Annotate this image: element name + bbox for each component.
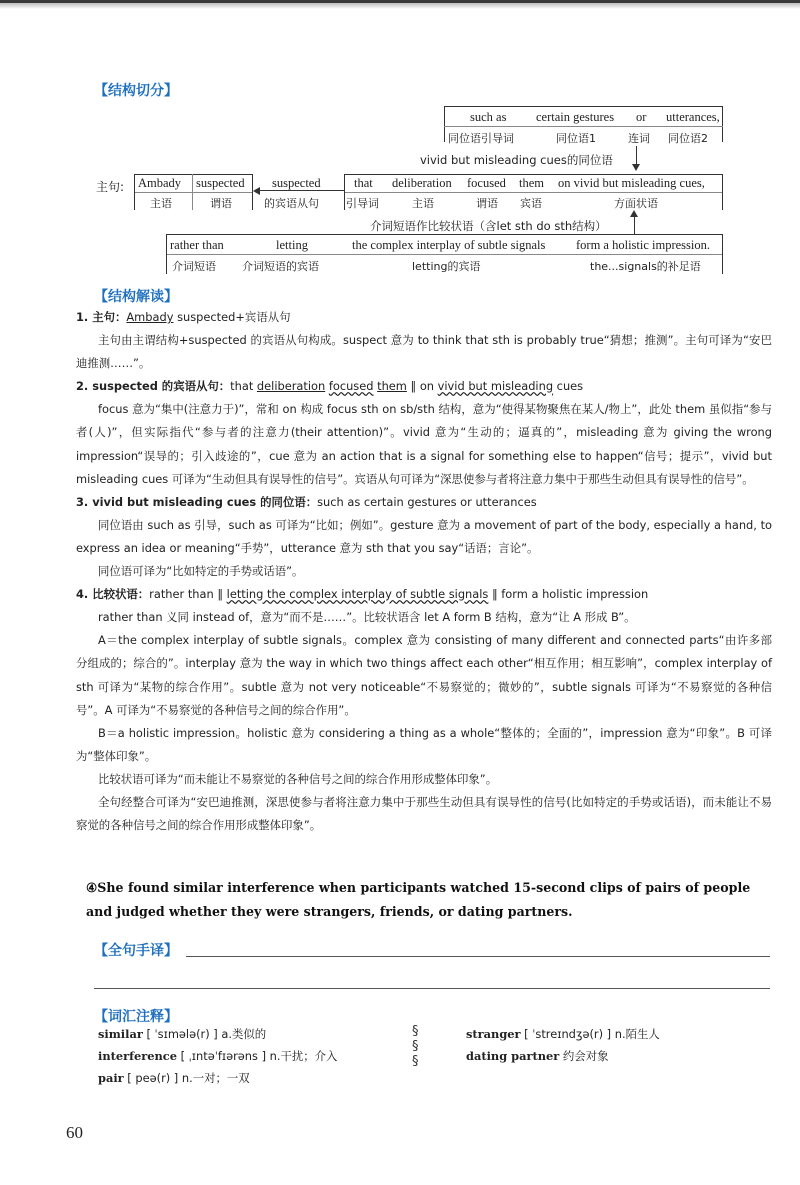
vocab-item: stranger [ ˈstreɪndʒə(r) ] n.陌生人 xyxy=(466,1027,660,1041)
main-en-3: suspected xyxy=(272,176,321,190)
main-en-4: that xyxy=(354,176,373,190)
main-box-left xyxy=(134,174,135,210)
comparison-caption: 介词短语作比较状语（含let sth do sth结构） xyxy=(370,219,607,233)
main-zh-1: 主语 xyxy=(150,197,172,210)
point-3-body2: 同位语可译为“比如特定的手势或话语”。 xyxy=(98,564,304,579)
appos-zh-1: 同位语引导词 xyxy=(448,132,514,145)
sentence-4: ④She found similar interference when participants watched 15-second clips of pairs of people and judged whether they were strangers, friends, or dating partners. xyxy=(86,880,751,919)
main-en-8: on vivid but misleading cues, xyxy=(558,176,705,190)
appos-zh-4: 同位语2 xyxy=(668,132,708,145)
vocab-item: dating partner 约会对象 xyxy=(466,1049,609,1063)
point-4-body2: A＝the complex interplay of subtle signals。complex 意为 consisting of many different and connected parts“由许多部分组成的；综合的”。interplay 意为 the way in which two things affect each other“相互作用；相互影响”，complex interplay of sth 可译为“某物的综合作用”。subtle 意为 not very noticeable“不易察觉的；微妙的”，subtle signals 可译为“不易察觉的各种信号”。A 可译为“不易察觉的各种信号之间的综合作用”。 xyxy=(76,633,772,717)
comp-zh-1: 介词短语 xyxy=(172,260,216,273)
page-number: 60 xyxy=(66,1123,83,1142)
appositive-mid xyxy=(444,126,723,127)
main-zh-3: 的宾语从句 xyxy=(264,197,319,210)
comp-zh-2: 介词短语的宾语 xyxy=(242,260,319,273)
top-shadow xyxy=(0,3,800,9)
main-label: 主句: xyxy=(96,180,125,194)
heading-structure-split: 【结构切分】 xyxy=(94,83,178,99)
comp-en-4: form a holistic impression. xyxy=(576,238,711,252)
comp-zh-4: the...signals的补足语 xyxy=(590,260,701,273)
clause-box-right xyxy=(722,174,723,210)
main-zh-6: 谓语 xyxy=(476,197,498,210)
heading-structure-explain: 【结构解读】 xyxy=(94,289,178,305)
appositive-box-left xyxy=(444,106,445,142)
main-en-7: them xyxy=(519,176,544,190)
clause-box-top xyxy=(344,174,722,175)
point-4-title: 4. 比较状语：rather than ‖ letting the complex interplay of subtle signals ‖ form a holistic impression xyxy=(76,587,649,602)
down-arrow-icon xyxy=(632,164,640,171)
appos-en-1: such as xyxy=(470,110,507,124)
main-en-1: Ambady xyxy=(138,176,182,190)
point-2-body: focus 意为“集中(注意力于)”，常和 on 构成 focus sth on sb/sth 结构，意为“使得某物聚焦在某人/物上”，此处 them 虽似指“参与者(人)”，但实际指代“参与者的注意力(their attention)”。vivid 意为“生动的；逼真的”，misleading 意为 giving the wrong impression“误导的；引入歧途的”，cue 意为 an action that is a signal for something else to happen“信号；提示”，vivid but misleading cues 可译为“生动但具有误导性的信号”。宾语从句可译为“深思使参与者将注意力集中于那些生动但具有误导性的信号”。 xyxy=(76,402,772,486)
main-en-5: deliberation xyxy=(392,176,452,190)
appos-arrow-line xyxy=(636,146,637,166)
appositive-box-top xyxy=(444,106,723,107)
comp-en-1: rather than xyxy=(170,238,224,252)
translation-line-2[interactable] xyxy=(94,988,770,989)
up-arrow-icon xyxy=(630,210,638,217)
appos-zh-3: 连词 xyxy=(628,132,650,145)
full-translation-summary: 全句经整合可译为“安巴迪推测，深思使参与者将注意力集中于那些生动但具有误导性的信号(比如特定的手势或话语)，而未能让不易察觉的各种信号之间的综合作用形成整体印象”。 xyxy=(76,794,772,833)
appos-en-4: utterances, xyxy=(666,110,720,124)
vocab-item: similar [ ˈsɪmələ(r) ] a.类似的 xyxy=(98,1027,267,1041)
main-zh-2: 谓语 xyxy=(210,197,232,210)
explanation-body xyxy=(76,306,772,837)
heading-full-translation: 【全句手译】 xyxy=(94,943,178,959)
comparison-arrow-line xyxy=(634,214,635,234)
comp-box-right xyxy=(722,234,723,274)
point-4-body1: rather than 义同 instead of，意为“而不是……”。比较状语含 let A form B 结构，意为“让 A 形成 B”。 xyxy=(98,610,636,625)
translation-line-1[interactable] xyxy=(186,956,770,957)
point-3-title: 3. vivid but misleading cues 的同位语：such as certain gestures or utterances xyxy=(76,494,537,509)
point-2-title: 2. suspected 的宾语从句：that deliberation focused them ‖ on vivid but misleading cues xyxy=(76,379,584,394)
clause-box-mid xyxy=(344,192,722,193)
comp-en-2: letting xyxy=(276,238,308,252)
clause-box-left xyxy=(344,174,345,210)
comp-box-top xyxy=(166,234,722,235)
appos-zh-2: 同位语1 xyxy=(556,132,596,145)
main-en-6: focused xyxy=(467,176,506,190)
vocab-item: pair [ peə(r) ] n.一对；一双 xyxy=(98,1071,250,1085)
column-divider-icon: § § § xyxy=(412,1024,419,1069)
main-zh-8: 方面状语 xyxy=(614,197,658,210)
main-zh-4: 引导词 xyxy=(346,197,379,210)
main-box-mid xyxy=(134,192,252,193)
main-zh-5: 主语 xyxy=(412,197,434,210)
appos-en-3: or xyxy=(636,110,647,124)
point-1-title: 1. 主句：Ambady suspected+宾语从句 xyxy=(76,310,291,324)
main-en-2: suspected xyxy=(196,176,245,190)
left-arrow-icon xyxy=(253,187,260,195)
heading-vocab-notes: 【词汇注释】 xyxy=(94,1009,178,1025)
appos-en-2: certain gestures xyxy=(536,110,615,124)
comp-box-mid xyxy=(166,254,722,255)
point-3-body: 同位语由 such as 引导，such as 可译为“比如；例如”。gesture 意为 a movement of part of the body, especially a hand, to express an idea or meaning“手势”，utterance 意为 sth that you say“话语；言论”。 xyxy=(76,517,772,555)
appos-caption: vivid but misleading cues的同位语 xyxy=(420,153,613,167)
point-4-body4: 比较状语可译为“而未能让不易察觉的各种信号之间的综合作用形成整体印象”。 xyxy=(98,771,498,786)
comp-en-3: the complex interplay of subtle signals xyxy=(352,238,546,252)
main-zh-7: 宾语 xyxy=(520,197,542,210)
vocab-item: interference [ ˌɪntəˈfɪərəns ] n.干扰；介入 xyxy=(98,1049,338,1063)
point-1-body: 主句由主谓结构+suspected 的宾语从句构成。suspect 意为 to think that sth is probably true“猜想；推测”。主句可译为“安巴迪推测……”。 xyxy=(76,333,772,371)
appositive-box-right xyxy=(722,106,723,142)
main-box-div xyxy=(192,174,193,210)
comp-zh-3: letting的宾语 xyxy=(412,260,481,273)
point-4-body3: B＝a holistic impression。holistic 意为 considering a thing as a whole“整体的；全面的”，impression 意为“印象”。B 可译为“整体印象”。 xyxy=(76,725,772,763)
main-box-top xyxy=(134,174,252,175)
comp-box-left xyxy=(166,234,167,274)
